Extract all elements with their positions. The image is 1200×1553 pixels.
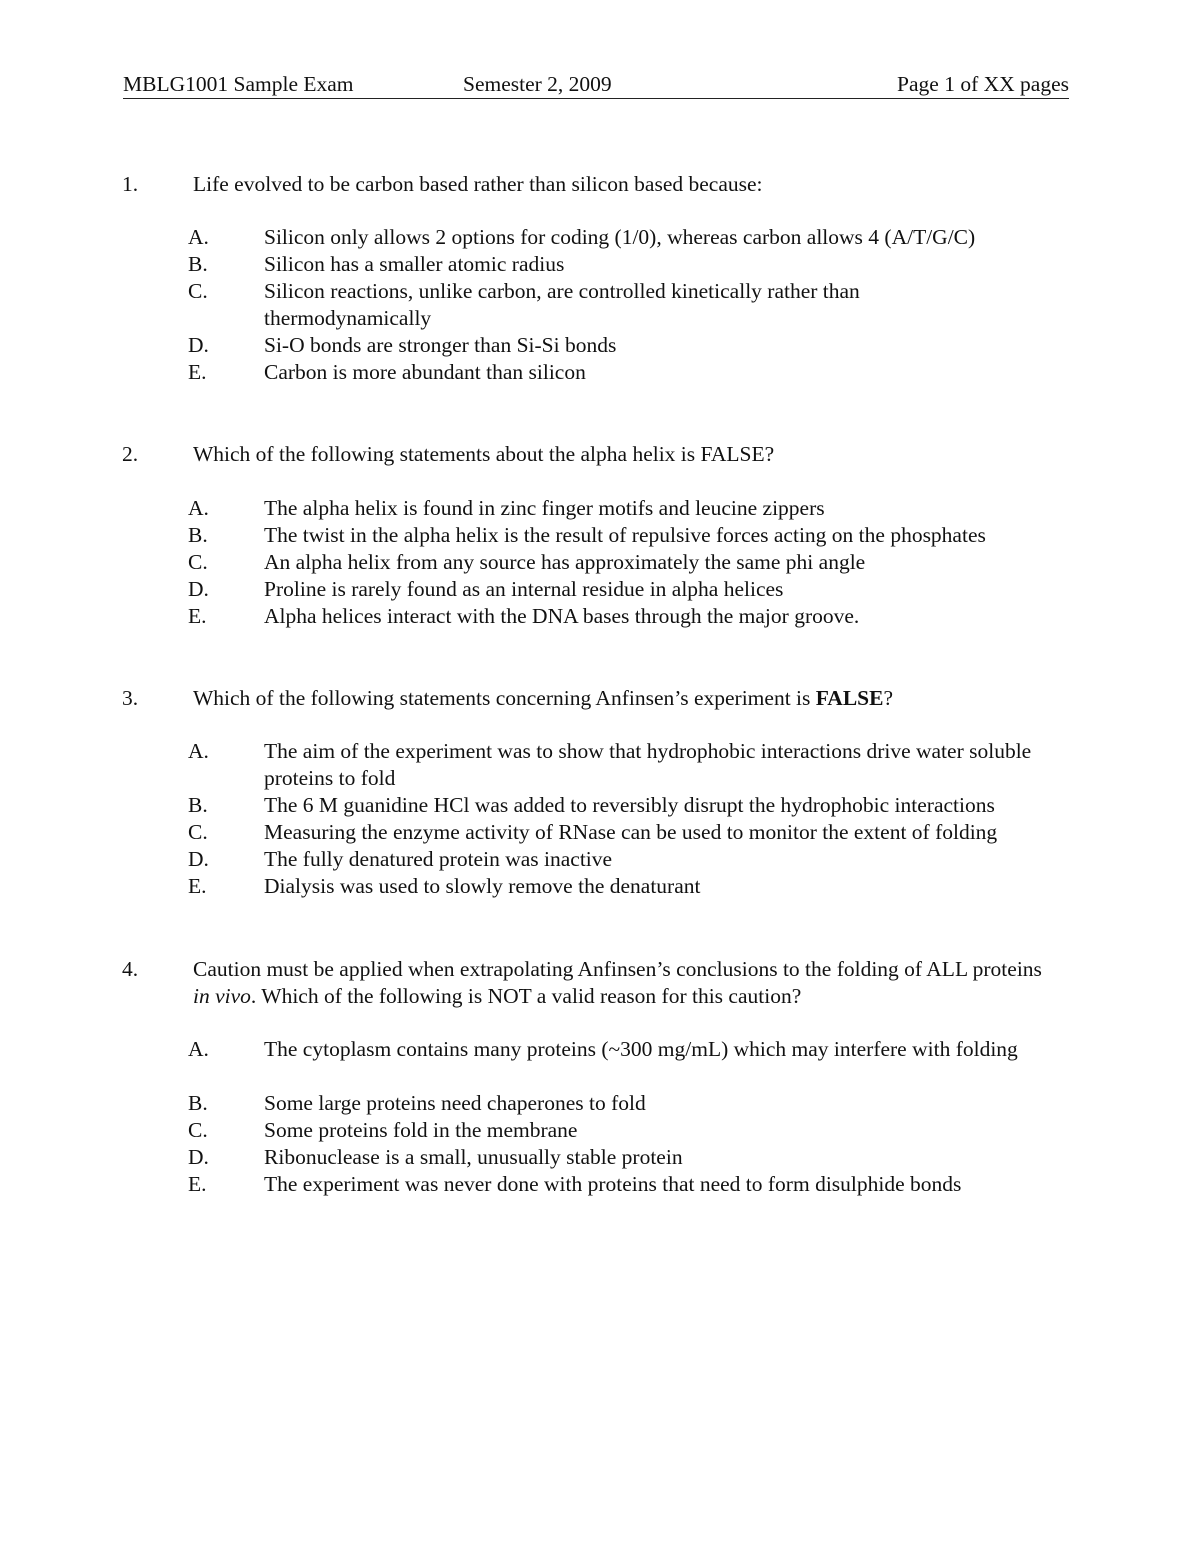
option-letter: E. (188, 1172, 207, 1196)
question-number: 3. (122, 686, 139, 710)
option-text: Ribonuclease is a small, unusually stable protein (264, 1145, 683, 1169)
option-letter: A. (188, 1037, 209, 1061)
option-letter: A. (188, 225, 209, 249)
option-a (0, 224, 1200, 251)
option-text: Silicon only allows 2 options for coding (1/0), whereas carbon allows 4 (A/T/G/C) (264, 225, 976, 249)
option-text: Measuring the enzyme activity of RNase can be used to monitor the extent of folding (264, 820, 998, 844)
question-1-options (0, 224, 1200, 386)
question-number: 4. (122, 957, 139, 981)
option-c (0, 278, 1200, 332)
option-letter: E. (188, 874, 207, 898)
option-d (0, 332, 1200, 359)
question-text (193, 685, 1053, 712)
option-b (0, 522, 1200, 549)
option-c (0, 819, 1200, 846)
page-number: Page 1 of XX pages (897, 72, 1069, 96)
option-d (0, 1144, 1200, 1171)
option-letter: A. (188, 496, 209, 520)
question-text-after: ? (883, 686, 894, 710)
question-number: 2. (122, 442, 139, 466)
option-d (0, 576, 1200, 603)
option-letter: C. (188, 279, 208, 303)
option-e (0, 359, 1200, 386)
option-a (0, 1036, 1200, 1090)
option-text: Proline is rarely found as an internal residue in alpha helices (264, 577, 784, 601)
option-letter: D. (188, 333, 209, 357)
option-letter: C. (188, 1118, 208, 1142)
option-e (0, 873, 1200, 900)
option-text: The fully denatured protein was inactive (264, 847, 613, 871)
question-2-options (0, 495, 1200, 630)
option-letter: D. (188, 847, 209, 871)
question-text-after: . Which of the following is NOT a valid reason for this caution? (250, 984, 802, 1008)
option-text: Alpha helices interact with the DNA bases through the major groove. (264, 604, 860, 628)
option-text: The aim of the experiment was to show that hydrophobic interactions drive water soluble proteins to fold (264, 739, 1032, 790)
option-letter: B. (188, 523, 208, 547)
question-text: Which of the following statements about the alpha helix is FALSE? (193, 442, 775, 466)
option-d (0, 846, 1200, 873)
option-c (0, 549, 1200, 576)
option-text: Si-O bonds are stronger than Si-Si bonds (264, 333, 617, 357)
page-header (123, 70, 1069, 99)
question-emphasis: FALSE (815, 686, 884, 710)
option-text: The experiment was never done with proteins that need to form disulphide bonds (264, 1172, 962, 1196)
option-text: Dialysis was used to slowly remove the denaturant (264, 874, 701, 898)
option-text: The twist in the alpha helix is the result of repulsive forces acting on the phosphates (264, 523, 986, 547)
option-text: Some large proteins need chaperones to fold (264, 1091, 646, 1115)
question-text (193, 956, 1053, 1010)
question-3-options (0, 738, 1200, 900)
option-letter: A. (188, 739, 209, 763)
option-a (0, 495, 1200, 522)
option-b (0, 251, 1200, 278)
option-a (0, 738, 1200, 792)
option-letter: B. (188, 1091, 208, 1115)
option-letter: B. (188, 793, 208, 817)
option-letter: E. (188, 360, 207, 384)
option-letter: C. (188, 820, 208, 844)
option-c (0, 1117, 1200, 1144)
option-text: The cytoplasm contains many proteins (~300 mg/mL) which may interfere with folding (264, 1037, 1018, 1061)
option-b (0, 1090, 1200, 1117)
option-letter: D. (188, 1145, 209, 1169)
option-b (0, 792, 1200, 819)
option-letter: B. (188, 252, 208, 276)
option-text: Silicon has a smaller atomic radius (264, 252, 565, 276)
option-text: Some proteins fold in the membrane (264, 1118, 578, 1142)
option-text: The 6 M guanidine HCl was added to reversibly disrupt the hydrophobic interactions (264, 793, 995, 817)
option-e (0, 1171, 1200, 1198)
option-letter: D. (188, 577, 209, 601)
question-number: 1. (122, 172, 139, 196)
question-text-before: Caution must be applied when extrapolating Anfinsen’s conclusions to the folding of ALL proteins (193, 957, 1042, 981)
option-e (0, 603, 1200, 630)
option-text: An alpha helix from any source has approximately the same phi angle (264, 550, 866, 574)
option-text: Carbon is more abundant than silicon (264, 360, 586, 384)
semester-label: Semester 2, 2009 (463, 72, 612, 96)
course-title: MBLG1001 Sample Exam (123, 72, 354, 96)
option-letter: C. (188, 550, 208, 574)
option-letter: E. (188, 604, 207, 628)
question-italic: in vivo (193, 984, 251, 1008)
question-text-before: Which of the following statements concerning Anfinsen’s experiment is (193, 686, 816, 710)
option-text: The alpha helix is found in zinc finger motifs and leucine zippers (264, 496, 825, 520)
option-text: Silicon reactions, unlike carbon, are controlled kinetically rather than thermodynamically (264, 279, 860, 330)
question-4-options (0, 1036, 1200, 1198)
question-text: Life evolved to be carbon based rather than silicon based because: (193, 172, 763, 196)
